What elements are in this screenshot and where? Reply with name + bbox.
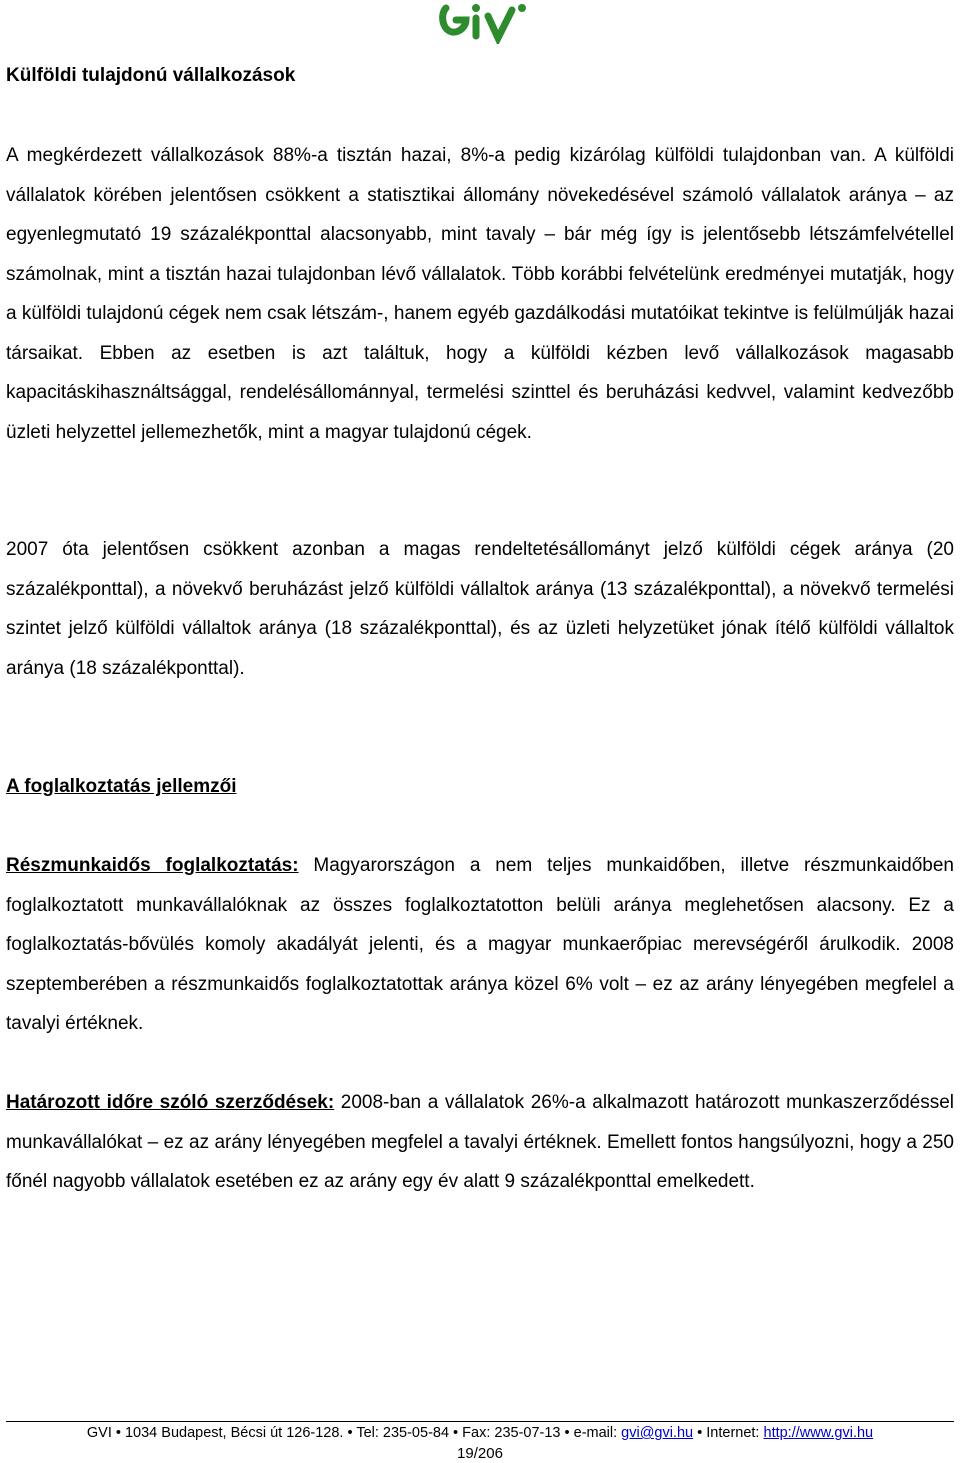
paragraph-foreign-owned-2: 2007 óta jelentősen csökkent azonban a magas rendeltetésállományt jelző külföldi cégek aránya (20 százalékponttal), a növekvő beruházást jelző külföldi vállaltok aránya (13 százalékponttal), a növekvő termelési szintet jelző külföldi vállaltok aránya (18 százalékponttal), és az üzleti helyzetüket jónak ítélő külföldi vállaltok aránya (18 százalékponttal).	[6, 539, 954, 679]
footer-divider	[6, 1421, 954, 1422]
fixed-term-text: 2008-ban a vállalatok 26%-a alkalmazott határozott munkaszerződéssel munkavállalókat – ez az arány lényegében megfelel a tavalyi értéknek. Emellett fontos hangsúlyozni, hogy a 250 főnél nagyobb vállalatok esetében ez az arány egy év alatt 9 százalékponttal emelkedett.	[6, 1092, 955, 1192]
part-time-label: Részmunkaidős foglalkoztatás:	[6, 855, 299, 876]
footer-address: GVI • 1034 Budapest, Bécsi út 126-128. • Tel: 235-05-84 • Fax: 235-07-13 • e-mail:	[86, 1425, 622, 1441]
footer-email-link[interactable]: gvi@gvi.hu	[621, 1425, 694, 1441]
paragraph-foreign-owned-1: A megkérdezett vállalkozások 88%-a tisztán hazai, 8%-a pedig kizárólag külföldi tulajdonban van. A külföldi vállalatok körében jelentősen csökkent a statisztikai állomány növekedésével számoló vállalatok aránya – az egyenlegmutató 19 százalékponttal alacsonyabb, mint tavaly – bár még így is jelentősebb létszámfelvétellel számolnak, mint a tisztán hazai tulajdonban lévő vállalatok. Több korábbi felvételünk eredményei mutatják, hogy a külföldi tulajdonú cégek nem csak létszám-, hanem egyéb gazdálkodási mutatóikat tekintve is felülmúlják hazai társaikat. Ebben az esetben is azt találtuk, hogy a külföldi kézben levő vállalkozások magasabb kapacitáskihasználtsággal, rendelésállománnyal, termelési szinttel és beruházási kedvvel, valamint kedvezőbb üzleti helyzettel jellemezhetők, mint a magyar tulajdonú cégek.	[6, 145, 954, 443]
footer-website-link[interactable]: http://www.gvi.hu	[763, 1425, 874, 1441]
page-number: 19/206	[457, 1445, 503, 1462]
section-title-employment: A foglalkoztatás jellemzői	[6, 776, 237, 797]
footer-internet-label: • Internet:	[693, 1425, 764, 1441]
footer	[0, 1424, 960, 1443]
part-time-text: Magyarországon a nem teljes munkaidőben, illetve részmunkaidőben foglalkoztatott munkavállalóknak az összes foglalkoztatotton belüli aránya meglehetősen alacsony. Ez a foglalkoztatás-bővülés komoly akadályát jelenti, és a magyar munkaerőpiac merevségéről árulkodik. 2008 szeptemberében a részmunkaidős foglalkoztatottak aránya közel 6% volt – ez az arány lényegében megfelel a tavalyi értéknek.	[6, 855, 954, 1034]
gvi-logo-icon	[436, 0, 528, 44]
fixed-term-label: Határozott időre szóló szerződések:	[6, 1092, 335, 1113]
paragraph-part-time	[6, 846, 954, 1044]
section-title-foreign-owned: Külföldi tulajdonú vállalkozások	[6, 65, 296, 86]
paragraph-fixed-term	[6, 1083, 954, 1202]
